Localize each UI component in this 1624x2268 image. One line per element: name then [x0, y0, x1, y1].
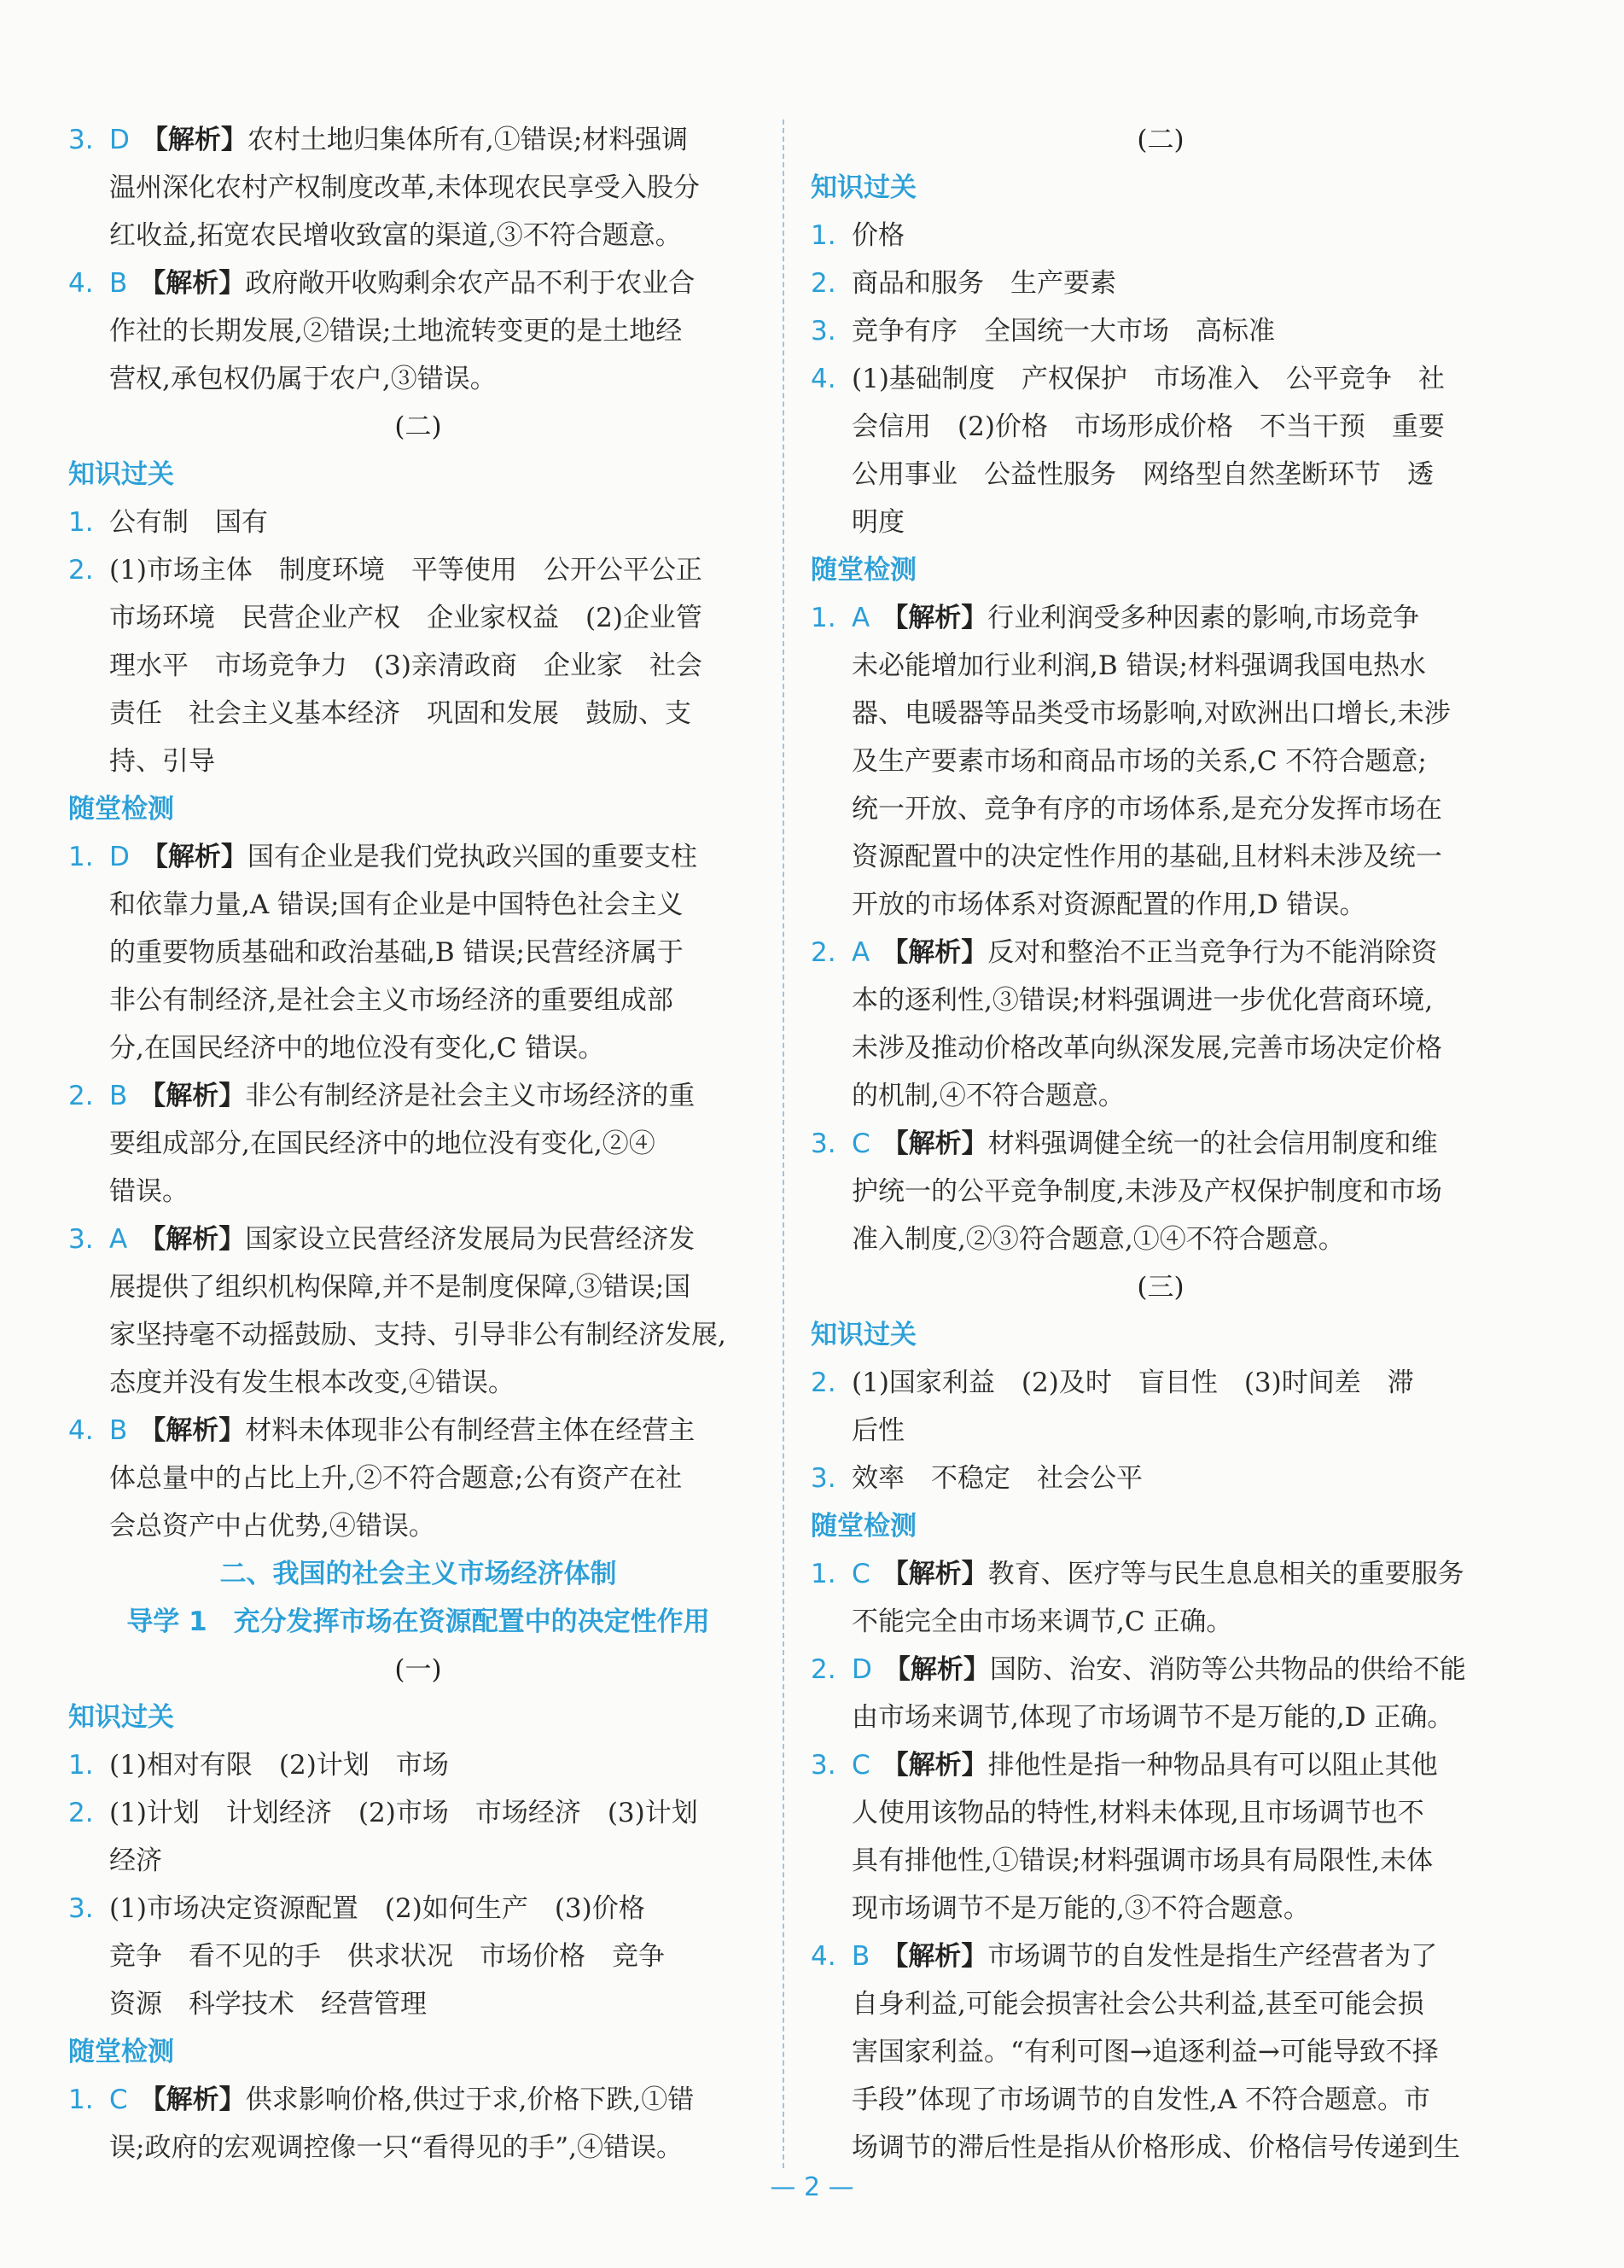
- text-line: 人使用该物品的特性,材料未体现,且市场调节也不: [852, 1798, 1424, 1828]
- knowledge-item: 1. (1)相对有限 (2)计划 市场: [68, 1750, 449, 1781]
- text-line: 自身利益,可能会损害社会公共利益,甚至可能会损: [852, 1989, 1424, 2020]
- text-line: 和依靠力量,A 错误;国有企业是中国特色社会主义: [109, 889, 684, 920]
- text-line: 家坚持毫不动摇鼓励、支持、引导非公有制经济发展,: [109, 1320, 726, 1350]
- knowledge-item: 3. 效率 不稳定 社会公平: [811, 1463, 1143, 1494]
- text-line: 营权,承包权仍属于农户,③错误。: [109, 364, 497, 394]
- text-line: 资源 科学技术 经营管理: [109, 1989, 427, 2020]
- text-line: 本的逐利性,③错误;材料强调进一步优化营商环境,: [852, 985, 1434, 1016]
- text-line: 展提供了组织机构保障,并不是制度保障,③错误;国: [109, 1272, 691, 1303]
- text-line: 温州深化农村产权制度改革,未体现农民享受入股分: [109, 172, 700, 203]
- page-number: — 2 —: [770, 2172, 854, 2202]
- knowledge-item: 1. 公有制 国有: [68, 507, 268, 538]
- section-heading: 随堂检测: [68, 794, 174, 825]
- text-line: 未涉及推动价格改革向纵深发展,完善市场决定价格: [852, 1033, 1442, 1064]
- knowledge-item: 4. (1)基础制度 产权保护 市场准入 公平竞争 社: [811, 364, 1445, 394]
- knowledge-item: 2. (1)国家利益 (2)及时 盲目性 (3)时间差 滞: [811, 1367, 1414, 1398]
- text-line: 分,在国民经济中的地位没有变化,C 错误。: [109, 1033, 605, 1064]
- section-heading: 知识过关: [68, 1702, 174, 1733]
- knowledge-item: 2. (1)市场主体 制度环境 平等使用 公开公平公正: [68, 555, 702, 586]
- answer-4: 4. B 【解析】政府敞开收购剩余农产品不利于农业合: [68, 268, 696, 299]
- section-title: (二): [1137, 125, 1185, 155]
- knowledge-item: 3. (1)市场决定资源配置 (2)如何生产 (3)价格: [68, 1893, 645, 1924]
- text-line: 竞争 看不见的手 供求状况 市场价格 竞争: [109, 1941, 665, 1972]
- text-line: 开放的市场体系对资源配置的作用,D 错误。: [852, 889, 1366, 920]
- text-line: 公用事业 公益性服务 网络型自然垄断环节 透: [852, 459, 1434, 490]
- text-line: 市场环境 民营企业产权 企业家权益 (2)企业管: [109, 603, 702, 633]
- answer-item: 4. B 【解析】材料未体现非公有制经营主体在经营主: [68, 1415, 696, 1446]
- answer-item: 1. A 【解析】行业利润受多种因素的影响,市场竞争: [811, 603, 1420, 633]
- answer-item: 1. C 【解析】供求影响价格,供过于求,价格下跌,①错: [68, 2084, 695, 2115]
- answer-item: 3. C 【解析】材料强调健全统一的社会信用制度和维: [811, 1128, 1438, 1159]
- text-line: 红收益,拓宽农民增收致富的渠道,③不符合题意。: [109, 220, 682, 251]
- section-heading: 随堂检测: [68, 2037, 174, 2067]
- text-line: 错误。: [109, 1176, 189, 1207]
- right-column: [811, 116, 1510, 2172]
- answer-item: 1. D 【解析】国有企业是我们党执政兴国的重要支柱: [68, 842, 697, 872]
- text-line: 态度并没有发生根本改变,④错误。: [109, 1367, 515, 1398]
- section-heading: 知识过关: [811, 1320, 917, 1350]
- text-line: 器、电暖器等品类受市场影响,对欧洲出口增长,未涉: [852, 698, 1451, 729]
- answer-item: 2. A 【解析】反对和整治不正当竞争行为不能消除资: [811, 937, 1438, 968]
- section-title: (一): [394, 1654, 442, 1685]
- text-line: 现市场调节不是万能的,③不符合题意。: [852, 1893, 1310, 1924]
- section-heading: 随堂检测: [811, 1511, 917, 1542]
- text-line: 会总资产中占优势,④错误。: [109, 1511, 435, 1542]
- answer-item: 3. A 【解析】国家设立民营经济发展局为民营经济发: [68, 1224, 696, 1255]
- text-line: 会信用 (2)价格 市场形成价格 不当干预 重要: [852, 411, 1445, 442]
- lesson-title: 导学 1 充分发挥市场在资源配置中的决定性作用: [126, 1606, 710, 1637]
- text-line: 护统一的公平竞争制度,未涉及产权保护制度和市场: [852, 1176, 1442, 1207]
- answer-item: 1. C 【解析】教育、医疗等与民生息息相关的重要服务: [811, 1559, 1464, 1589]
- section-title: (二): [394, 411, 442, 442]
- text-line: 经济: [109, 1845, 162, 1876]
- text-line: 的重要物质基础和政治基础,B 错误;民营经济属于: [109, 937, 684, 968]
- chapter-title: 二、我国的社会主义市场经济体制: [219, 1559, 617, 1589]
- answer-item: 2. D 【解析】国防、治安、消防等公共物品的供给不能: [811, 1654, 1466, 1685]
- text-line: 未必能增加行业利润,B 错误;材料强调我国电热水: [852, 650, 1426, 681]
- text-line: 由市场来调节,体现了市场调节不是万能的,D 正确。: [852, 1702, 1454, 1733]
- left-column: [68, 116, 768, 2172]
- text-line: 手段”体现了市场调节的自发性,A 不符合题意。市: [852, 2084, 1430, 2115]
- text-line: 理水平 市场竞争力 (3)亲清政商 企业家 社会: [109, 650, 702, 681]
- text-line: 持、引导: [109, 746, 215, 777]
- answer-item: 3. C 【解析】排他性是指一种物品具有可以阻止其他: [811, 1750, 1438, 1781]
- text-line: 责任 社会主义基本经济 巩固和发展 鼓励、支: [109, 698, 691, 729]
- text-line: 资源配置中的决定性作用的基础,且材料未涉及统一: [852, 842, 1442, 872]
- knowledge-item: 1. 价格: [811, 220, 905, 251]
- section-heading: 知识过关: [811, 172, 917, 203]
- text-line: 统一开放、竞争有序的市场体系,是充分发挥市场在: [852, 794, 1442, 825]
- text-line: 后性: [852, 1415, 905, 1446]
- column-divider: [783, 120, 784, 2168]
- text-line: 及生产要素市场和商品市场的关系,C 不符合题意;: [852, 746, 1427, 777]
- answer-item: 4. B 【解析】市场调节的自发性是指生产经营者为了: [811, 1941, 1438, 1972]
- text-line: 非公有制经济,是社会主义市场经济的重要组成部: [109, 985, 673, 1016]
- text-line: 场调节的滞后性是指从价格形成、价格信号传递到生: [852, 2132, 1460, 2163]
- text-line: 误;政府的宏观调控像一只“看得见的手”,④错误。: [109, 2132, 683, 2163]
- knowledge-item: 2. 商品和服务 生产要素: [811, 268, 1116, 299]
- text-line: 准入制度,②③符合题意,①④不符合题意。: [852, 1224, 1345, 1255]
- answer-3: 3. D 【解析】农村土地归集体所有,①错误;材料强调: [68, 125, 689, 155]
- knowledge-item: 3. 竞争有序 全国统一大市场 高标准: [811, 316, 1275, 347]
- section-heading: 知识过关: [68, 459, 174, 490]
- knowledge-item: 2. (1)计划 计划经济 (2)市场 市场经济 (3)计划: [68, 1798, 698, 1828]
- text-line: 要组成部分,在国民经济中的地位没有变化,②④: [109, 1128, 655, 1159]
- text-line: 不能完全由市场来调节,C 正确。: [852, 1606, 1233, 1637]
- text-line: 体总量中的占比上升,②不符合题意;公有资产在社: [109, 1463, 683, 1494]
- text-line: 作社的长期发展,②错误;土地流转变更的是土地经: [109, 316, 683, 347]
- text-line: 害国家利益。“有利可图→追逐利益→可能导致不择: [852, 2037, 1439, 2067]
- section-heading: 随堂检测: [811, 555, 917, 586]
- text-line: 明度: [852, 507, 905, 538]
- answer-item: 2. B 【解析】非公有制经济是社会主义市场经济的重: [68, 1081, 696, 1111]
- section-title: (三): [1137, 1272, 1185, 1303]
- text-line: 的机制,④不符合题意。: [852, 1081, 1125, 1111]
- text-line: 具有排他性,①错误;材料强调市场具有局限性,未体: [852, 1845, 1434, 1876]
